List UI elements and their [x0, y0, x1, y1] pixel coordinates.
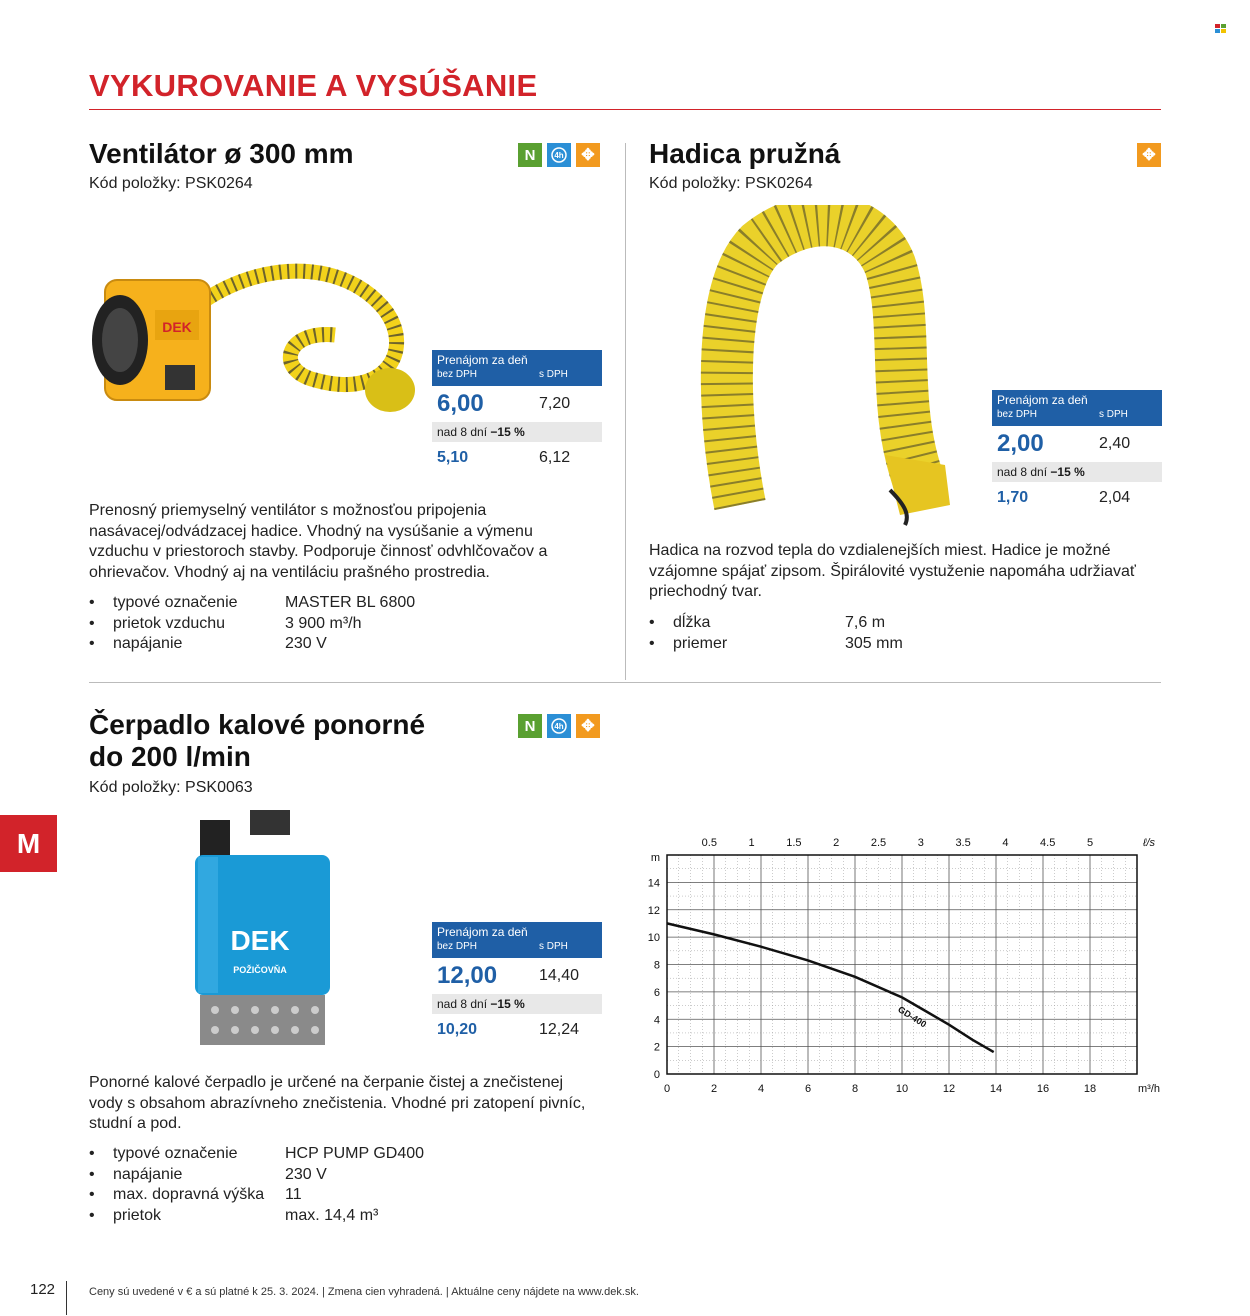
y-tick-label: 12 [647, 904, 660, 917]
product-description: Hadica na rozvod tepla do vzdialenejších miest. Hadice je možné vzájomne spájať zipsom. Špirálovité vystuženie napomáha udržiavať priechodný tvar. [649, 542, 1136, 600]
discount-price-vat: 6,12 [539, 449, 571, 466]
spec-row: • prietok max. 14,4 m³ [89, 1206, 379, 1224]
svg-text:4h: 4h [554, 151, 564, 160]
section-tab: M [0, 815, 57, 872]
price-col-vat: s DPH [1099, 409, 1128, 420]
product-title [89, 709, 425, 773]
product-icons [518, 714, 600, 738]
price-value: 12,00 [437, 962, 498, 989]
discount-value: −15 % [490, 425, 525, 439]
y-tick-label: 10 [647, 932, 660, 945]
price-col-no-vat: bez DPH [437, 941, 478, 952]
price-header: Prenájom za deň [437, 353, 528, 367]
discount-value: −15 % [490, 997, 525, 1011]
product-title: Hadica pružná [649, 138, 841, 169]
series-label: GD-400 [896, 1004, 929, 1030]
new-icon: N [518, 143, 542, 167]
price-value-vat: 7,20 [539, 395, 571, 412]
pump-brand-label: DEK [230, 925, 290, 956]
discount-value: −15 % [1050, 465, 1085, 479]
discount-price: 5,10 [437, 449, 469, 466]
x2-tick-label: 3.5 [955, 837, 971, 849]
y-tick-label: 8 [653, 959, 660, 972]
x-tick-label: 10 [895, 1083, 909, 1095]
four-hour-icon [547, 714, 571, 738]
discount-label: nad 8 dní [437, 997, 491, 1011]
pump-curve-chart [630, 830, 1170, 1105]
spec-list [89, 593, 415, 655]
spec-list [89, 1144, 424, 1226]
discount-label: nad 8 dní [437, 425, 491, 439]
page-number: 122 [30, 1281, 56, 1298]
x-tick-label: 4 [757, 1083, 765, 1095]
x-tick-label: 12 [942, 1083, 956, 1095]
product-description: Prenosný priemyselný ventilátor s možnosťou pripojenia nasávacej/odvádzacej hadice. Vhodný na vysúšanie a výmenu vzduchu v priestoroch stavby. Podporuje činnosť odvhlčovačov a ohrievačov. Vhodný aj na ventiláciu prašného prostredia. [89, 502, 548, 581]
discount-price-vat: 2,04 [1099, 489, 1131, 506]
product-icons [518, 143, 600, 167]
pump-image [190, 805, 335, 1050]
spec-row: • napájanie 230 V [89, 635, 327, 652]
new-icon: N [518, 714, 542, 738]
price-box [432, 922, 602, 1046]
move-arrows-icon: ✥ [576, 143, 600, 167]
spec-row: • prietok vzduchu 3 900 m³/h [89, 614, 362, 632]
x2-tick-label: 2 [833, 837, 840, 849]
x-tick-label: 0 [663, 1083, 671, 1095]
y-tick-label: 14 [647, 877, 660, 890]
price-value-vat: 14,40 [539, 967, 580, 984]
price-header: Prenájom za deň [997, 393, 1088, 407]
x-tick-label: 6 [804, 1083, 812, 1095]
series-line-gd400 [667, 923, 994, 1052]
price-header: Prenájom za deň [437, 925, 528, 939]
discount-price: 1,70 [997, 489, 1029, 506]
x2-tick-label: 1 [748, 837, 755, 849]
title-rule [89, 109, 1161, 110]
price-col-no-vat: bez DPH [437, 369, 478, 380]
column-divider [625, 143, 626, 680]
x-tick-label: 14 [989, 1083, 1003, 1095]
hose-image [700, 205, 955, 530]
spec-row: • napájanie 230 V [89, 1165, 327, 1183]
spec-row: • dĺžka 7,6 m [649, 614, 886, 631]
page-title: VYKUROVANIE A VYSÚŠANIE [89, 68, 538, 103]
spec-row: • typové označenie MASTER BL 6800 [89, 594, 416, 611]
svg-text:4h: 4h [554, 722, 564, 731]
discount-price: 10,20 [437, 1021, 478, 1038]
product-code: Kód položky: PSK0264 [649, 175, 813, 192]
y-axis-label: m [650, 852, 660, 864]
price-box [432, 350, 602, 474]
price-col-vat: s DPH [539, 941, 568, 952]
x-axis-label: m³/h [1138, 1083, 1160, 1095]
price-col-no-vat: bez DPH [997, 409, 1038, 420]
x2-tick-label: 2.5 [870, 837, 887, 849]
discount-label: nad 8 dní [997, 465, 1051, 479]
x2-tick-label: 1.5 [786, 837, 802, 849]
four-hour-icon [547, 143, 571, 167]
x-tick-label: 2 [710, 1083, 718, 1095]
section-divider [89, 682, 1161, 683]
x2-tick-label: 0.5 [701, 837, 717, 849]
x2-tick-label: 5 [1086, 837, 1094, 849]
x-tick-label: 16 [1036, 1083, 1050, 1095]
footer-note: Ceny sú uvedené v € a sú platné k 25. 3. 2024. | Zmena cien vyhradená. | Aktuálne ceny nájdete na www.dek.sk. [89, 1286, 639, 1298]
move-arrows-icon: ✥ [576, 714, 600, 738]
product-description: Ponorné kalové čerpadlo je určené na čerpanie čistej a znečistenej vody s obsahom abrazívneho znečistenia. Vhodné pri zatopení pivníc, studní a pod. [89, 1074, 586, 1132]
move-arrows-icon: ✥ [1137, 143, 1161, 167]
y-tick-label: 2 [653, 1041, 660, 1054]
product-title-line2: do 200 l/min [89, 741, 251, 772]
discount-price-vat: 12,24 [539, 1021, 580, 1038]
x2-tick-label: 4.5 [1040, 837, 1056, 849]
price-box [992, 390, 1162, 514]
price-col-vat: s DPH [539, 369, 568, 380]
spec-row: • typové označenie HCP PUMP GD400 [89, 1145, 425, 1162]
x-tick-label: 18 [1083, 1083, 1097, 1095]
price-value: 2,00 [997, 430, 1044, 457]
product-code: Kód položky: PSK0063 [89, 779, 253, 796]
product-title-line1: Čerpadlo kalové ponorné [89, 709, 426, 740]
page-number-rule [66, 1281, 67, 1315]
pump-brand-sub: POŽIČOVŇA [233, 965, 287, 975]
x2-axis-label: ℓ/s [1142, 837, 1156, 849]
spec-row: • max. dopravná výška 11 [89, 1186, 302, 1203]
fan-brand-label: DEK [162, 319, 192, 335]
y-tick-label: 0 [653, 1069, 660, 1081]
x2-tick-label: 4 [1002, 837, 1009, 849]
product-code: Kód položky: PSK0264 [89, 175, 253, 192]
x-tick-label: 8 [851, 1083, 859, 1095]
spec-list [649, 613, 903, 654]
y-tick-label: 4 [653, 1014, 660, 1027]
price-value-vat: 2,40 [1099, 435, 1131, 452]
y-tick-label: 6 [653, 986, 660, 999]
product-title: Ventilátor ø 300 mm [89, 138, 354, 169]
price-value: 6,00 [437, 390, 484, 417]
x2-tick-label: 3 [917, 837, 924, 849]
product-icons [1137, 143, 1161, 167]
fan-image [85, 240, 425, 430]
dek-logo-icon [1215, 24, 1227, 34]
spec-row: • priemer 305 mm [649, 634, 903, 652]
